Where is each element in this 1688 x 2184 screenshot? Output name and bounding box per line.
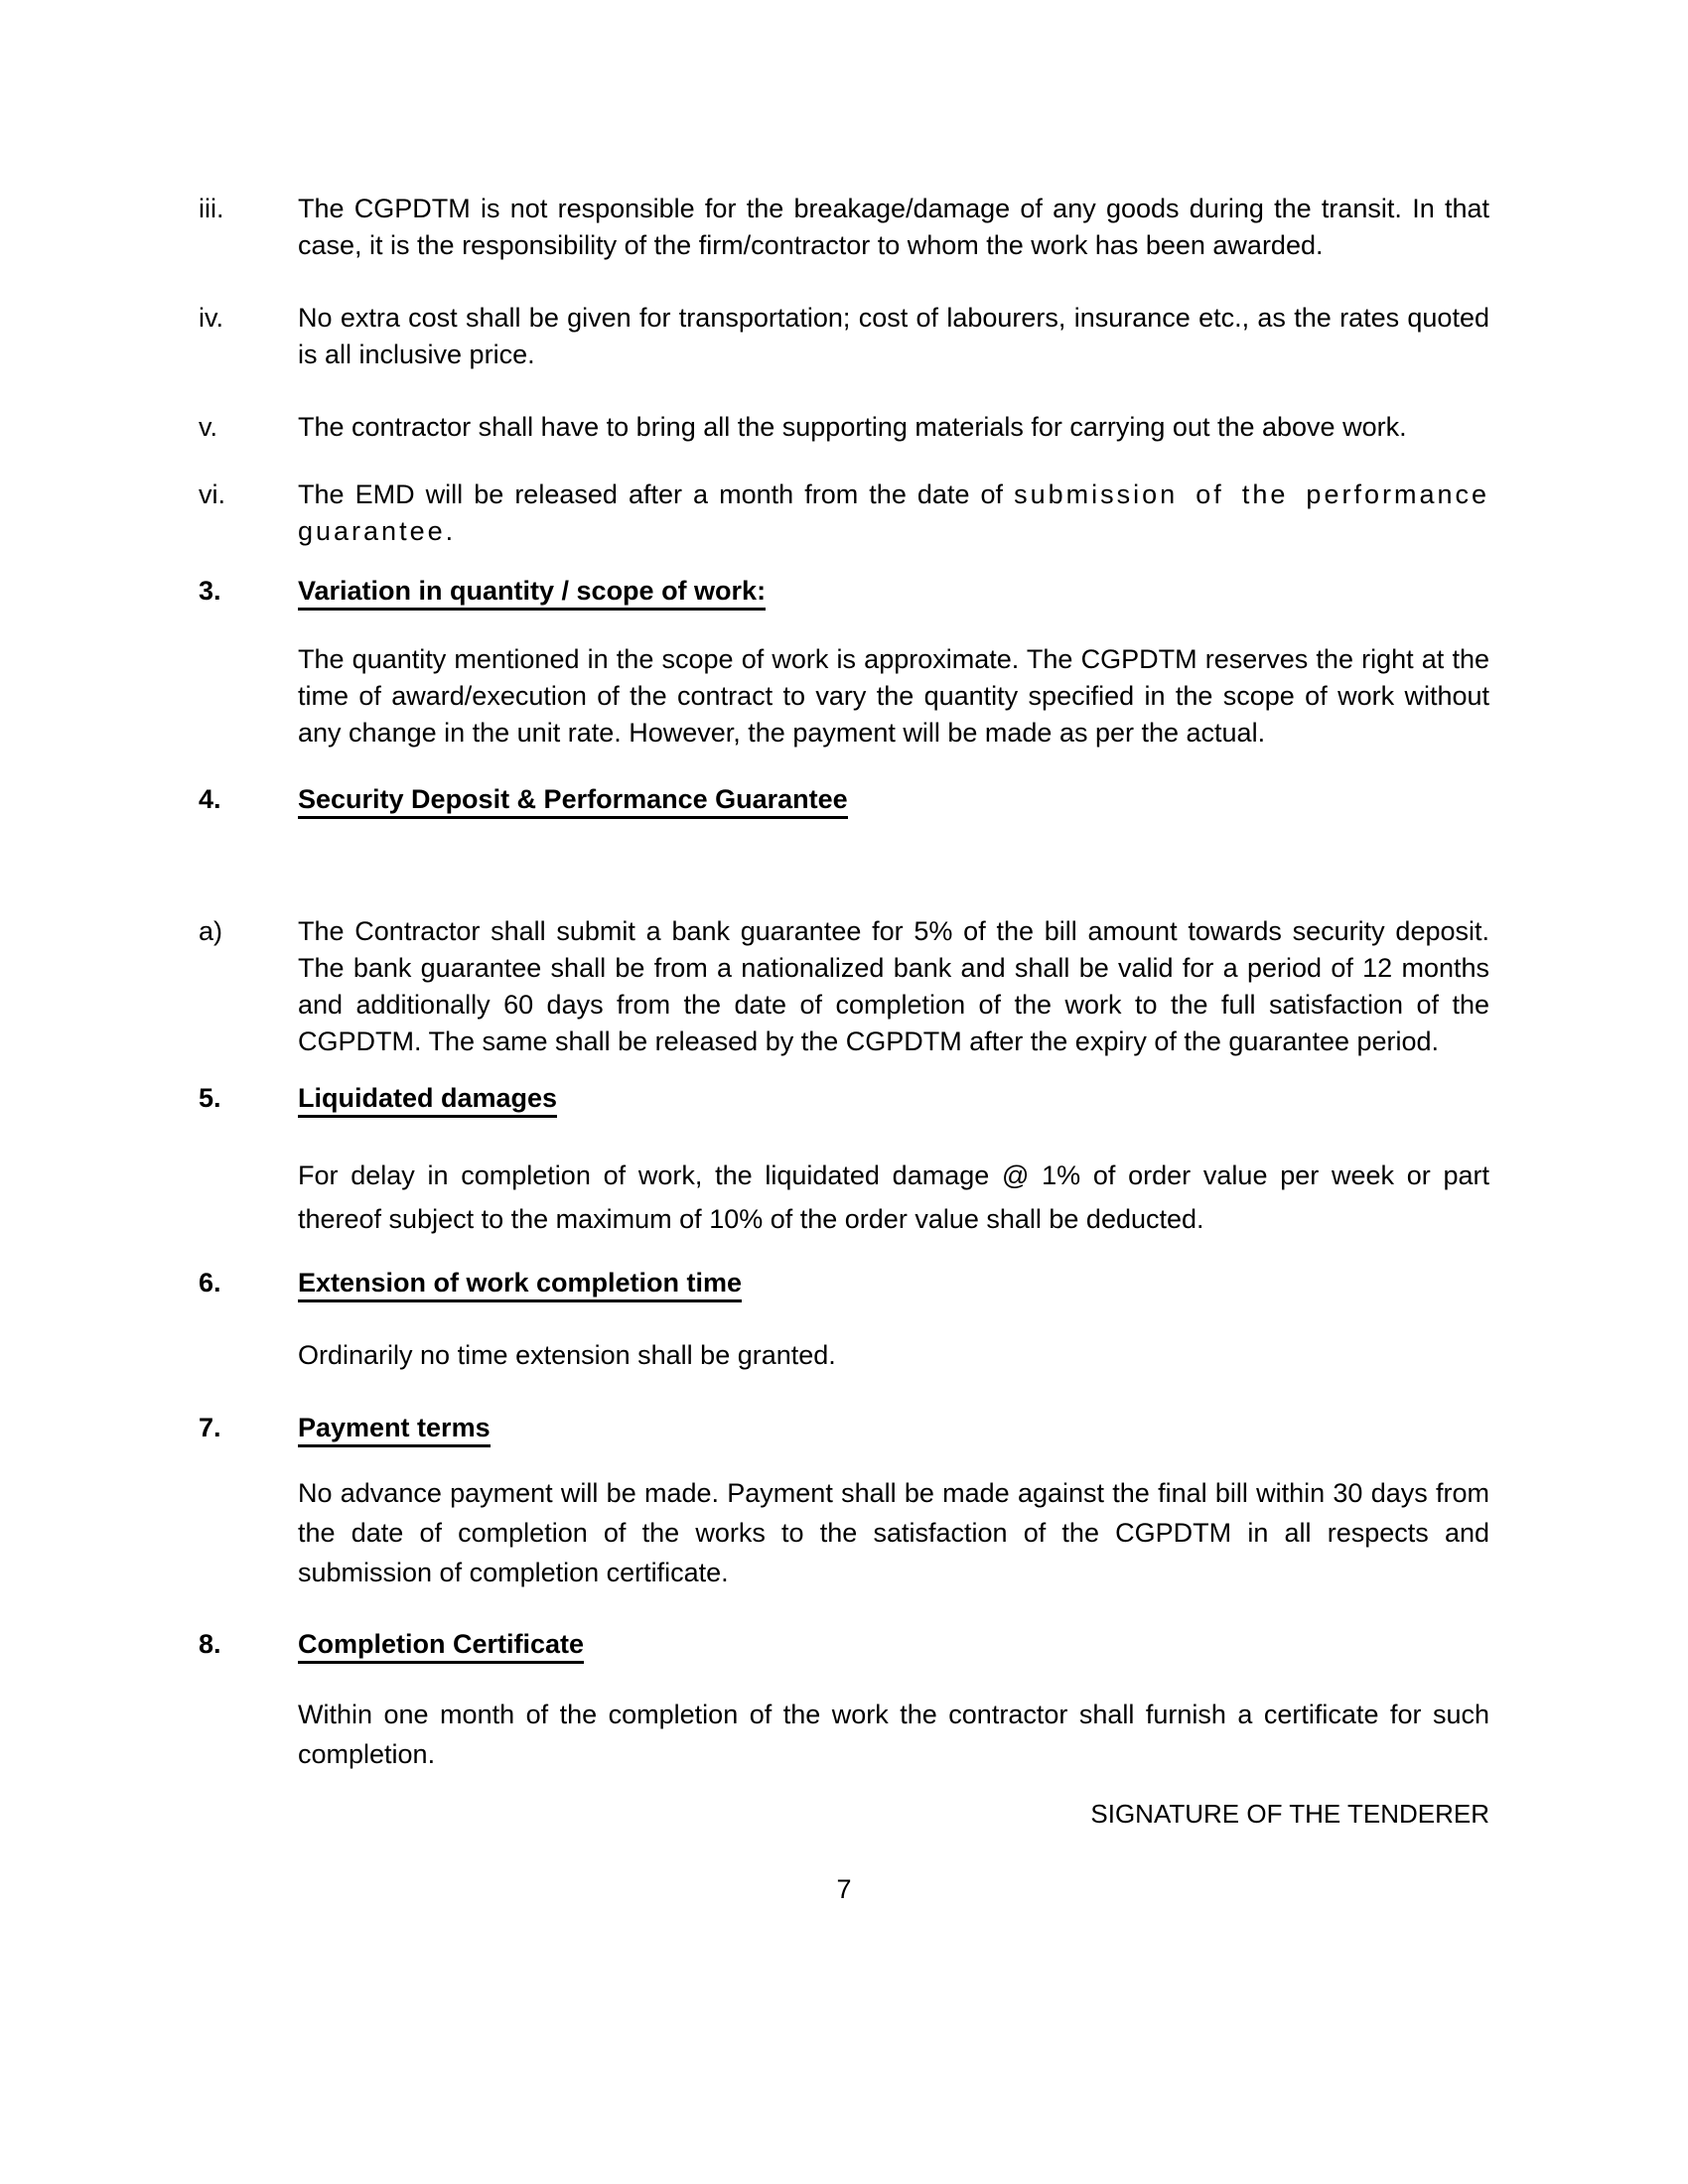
list-item-a-text: The Contractor shall submit a bank guarantee for 5% of the bill amount towards security deposit. The bank guarantee shall be from a nationalized bank and shall be valid for a period of 12 months and additionally 60 days from the date of completion of the work to the full satisfaction of the CGPDTM. The same shall be released by the CGPDTM after the expiry of the guarantee period. bbox=[298, 916, 1489, 1056]
section-5-body: For delay in completion of work, the liquidated damage @ 1% of order value per week or part thereof subject to the maximum of 10% of the order value shall be deducted. bbox=[298, 1160, 1489, 1234]
section-8-heading bbox=[298, 1626, 1489, 1664]
signature-line: SIGNATURE OF THE TENDERER bbox=[1090, 1799, 1489, 1829]
section-7-heading-text: Payment terms bbox=[298, 1413, 491, 1447]
section-6-heading-text: Extension of work completion time bbox=[298, 1268, 742, 1302]
section-5-heading-row bbox=[199, 1080, 1489, 1118]
page-number: 7 bbox=[836, 1874, 852, 1904]
section-3-heading bbox=[298, 573, 1489, 611]
section-8-body: Within one month of the completion of the work the contractor shall furnish a certificate for such completion. bbox=[298, 1700, 1489, 1769]
list-item-vi-text-normal: The EMD will be released after a month from the date of bbox=[298, 479, 1015, 509]
list-marker-v: v. bbox=[199, 412, 217, 442]
section-3-body-row bbox=[199, 641, 1489, 751]
section-8-number: 8. bbox=[199, 1629, 221, 1659]
section-3-body-gutter bbox=[199, 641, 298, 751]
section-7-number: 7. bbox=[199, 1413, 221, 1442]
list-marker-vi: vi. bbox=[199, 479, 225, 509]
list-item-v bbox=[199, 409, 1489, 446]
section-5-number: 5. bbox=[199, 1083, 221, 1113]
section-5-body-row bbox=[199, 1154, 1489, 1241]
section-7-heading bbox=[298, 1410, 1489, 1447]
list-item-vi-text-spaced: submission of the performance guarantee. bbox=[298, 479, 1490, 546]
section-4-number: 4. bbox=[199, 784, 221, 814]
section-3-body: The quantity mentioned in the scope of work is approximate. The CGPDTM reserves the right at the time of award/execution of the contract to vary the quantity specified in the scope of work without any change in the unit rate. However, the payment will be made as per the actual. bbox=[298, 644, 1489, 748]
list-marker-iv: iv. bbox=[199, 303, 223, 333]
section-7-body-row bbox=[199, 1473, 1489, 1592]
list-item-v-text: The contractor shall have to bring all the supporting materials for carrying out the above work. bbox=[298, 412, 1407, 442]
list-item-iii bbox=[199, 191, 1489, 264]
list-item-vi bbox=[199, 477, 1489, 550]
section-3-heading-text: Variation in quantity / scope of work: bbox=[298, 576, 766, 611]
list-item-iv bbox=[199, 300, 1489, 373]
section-8-heading-row bbox=[199, 1626, 1489, 1664]
section-3-heading-row bbox=[199, 573, 1489, 611]
section-8-body-row bbox=[199, 1695, 1489, 1774]
list-item-a bbox=[199, 913, 1489, 1060]
section-8-heading-text: Completion Certificate bbox=[298, 1629, 584, 1664]
section-6-heading-row bbox=[199, 1265, 1489, 1302]
section-7-body-gutter bbox=[199, 1473, 298, 1592]
section-6-body-row bbox=[199, 1337, 1489, 1374]
section-6-number: 6. bbox=[199, 1268, 221, 1297]
section-7-body: No advance payment will be made. Payment shall be made against the final bill within 30 days from the date of completion of the works to the satisfaction of the CGPDTM in all respects and submission of completion certificate. bbox=[298, 1478, 1489, 1587]
list-item-iv-text: No extra cost shall be given for transportation; cost of labourers, insurance etc., as the rates quoted is all inclusive price. bbox=[298, 303, 1489, 369]
list-item-iii-text: The CGPDTM is not responsible for the breakage/damage of any goods during the transit. In that case, it is the responsibility of the firm/contractor to whom the work has been awarded. bbox=[298, 194, 1489, 260]
section-8-body-gutter bbox=[199, 1695, 298, 1774]
section-5-body-gutter bbox=[199, 1154, 298, 1241]
list-marker-a: a) bbox=[199, 916, 223, 946]
section-4-heading bbox=[298, 781, 1489, 819]
list-item-vi-text bbox=[298, 477, 1489, 550]
section-6-heading bbox=[298, 1265, 1489, 1302]
section-6-body-gutter bbox=[199, 1337, 298, 1374]
section-5-heading bbox=[298, 1080, 1489, 1118]
section-6-body: Ordinarily no time extension shall be granted. bbox=[298, 1340, 836, 1370]
section-4-heading-row bbox=[199, 781, 1489, 819]
section-5-heading-text: Liquidated damages bbox=[298, 1083, 557, 1118]
list-marker-iii: iii. bbox=[199, 194, 224, 223]
section-7-heading-row bbox=[199, 1410, 1489, 1447]
section-3-number: 3. bbox=[199, 576, 221, 606]
section-4-heading-text: Security Deposit & Performance Guarantee bbox=[298, 784, 848, 819]
